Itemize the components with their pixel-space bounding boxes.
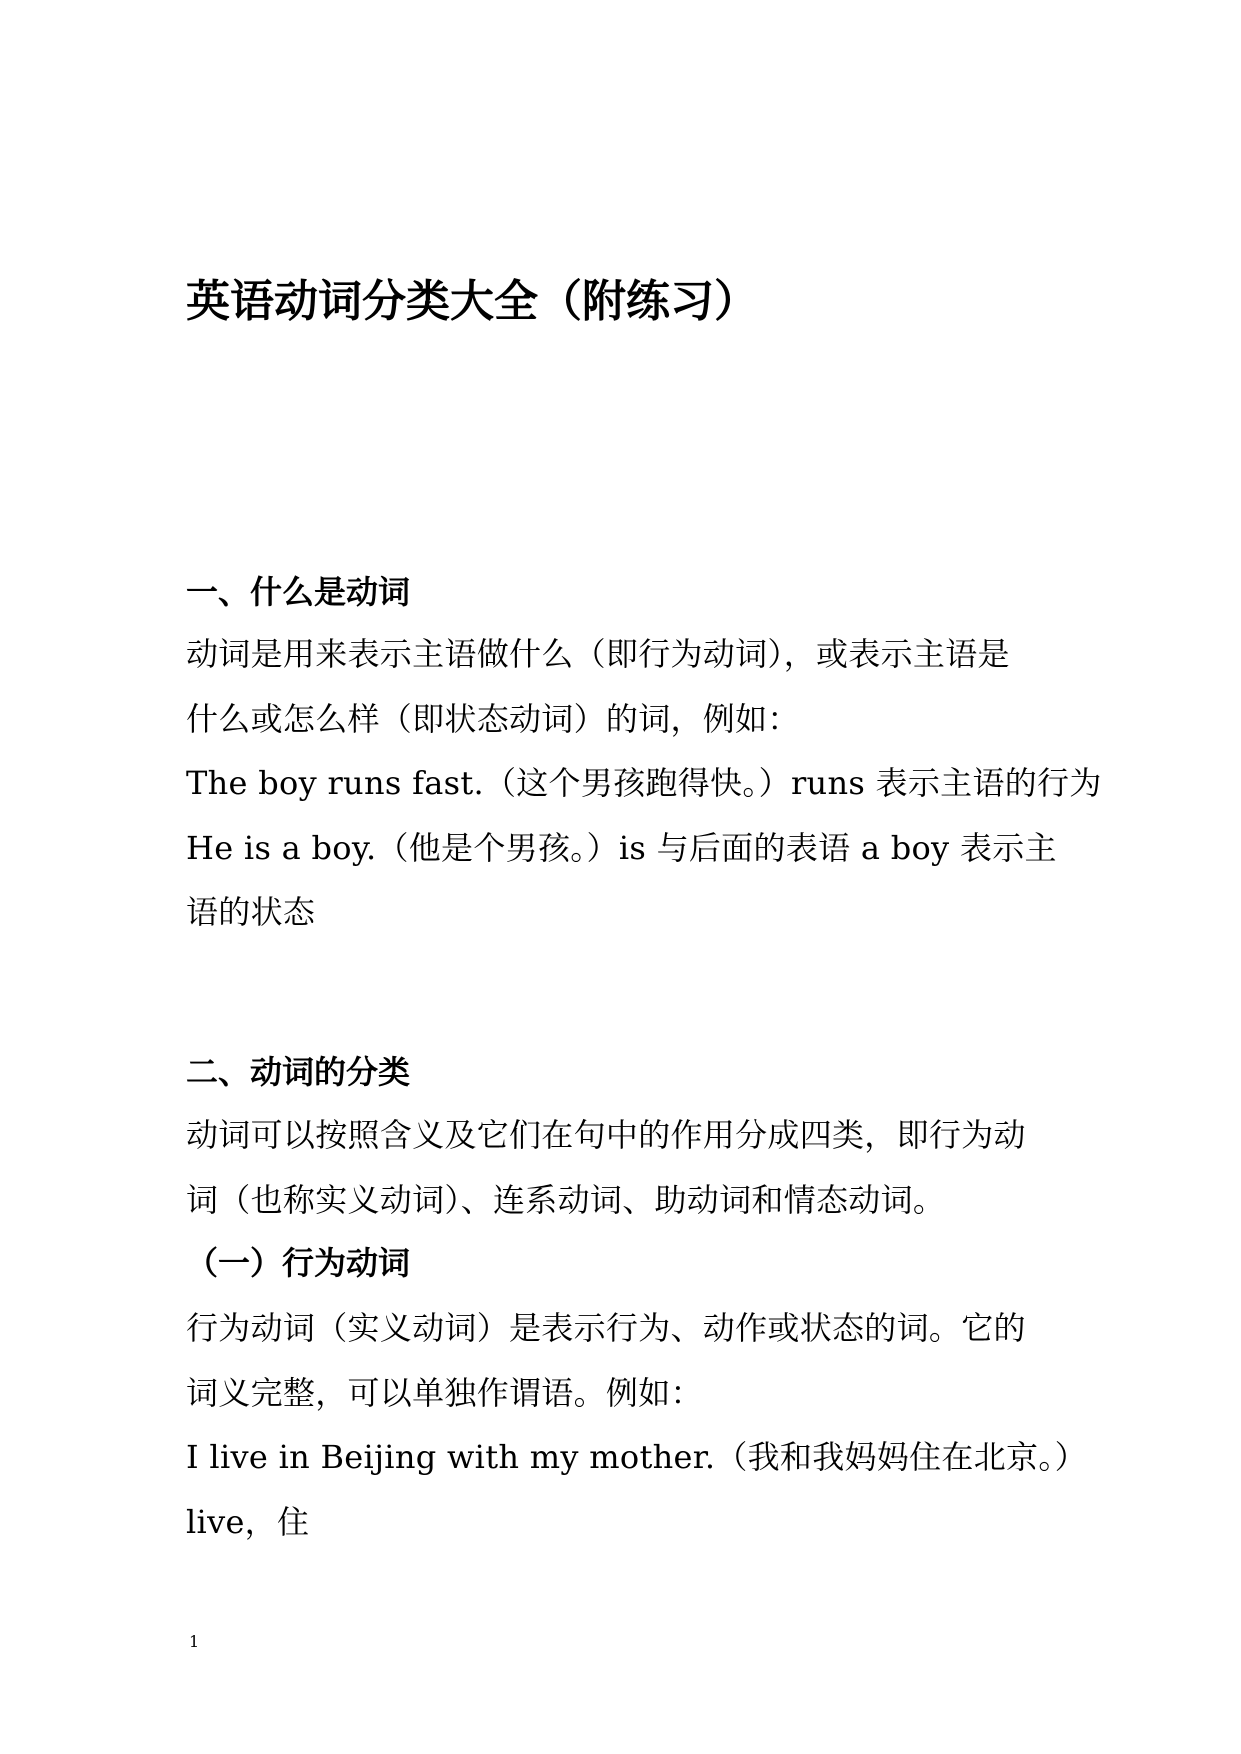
subsection-1-line-1: 行为动词（实义动词）是表示行为、动作或状态的词。它的 xyxy=(186,1309,1026,1347)
section-1-line-4: He is a boy.（他是个男孩。）is 与后面的表语 a boy 表示主 xyxy=(186,828,1057,867)
page-number: 1 xyxy=(189,1632,200,1651)
section-1-line-5: 语的状态 xyxy=(186,893,316,931)
subsection-1-line-2: 词义完整，可以单独作谓语。例如： xyxy=(186,1373,703,1412)
document-title: 英语动词分类大全（附练习） xyxy=(186,276,758,327)
section-2-intro-line-2: 词（也称实义动词）、连系动词、助动词和情态动词。 xyxy=(186,1180,946,1219)
section-1-heading: 一、什么是动词 xyxy=(186,573,411,611)
section-1-line-2: 什么或怎么样（即状态动词）的词，例如： xyxy=(186,699,800,738)
section-2-heading: 二、动词的分类 xyxy=(186,1053,411,1091)
section-1-line-3: The boy runs fast.（这个男孩跑得快。）runs 表示主语的行为 xyxy=(186,764,1102,802)
section-2-intro xyxy=(186,1103,1056,1232)
subsection-1-heading: （一）行为动词 xyxy=(186,1244,411,1282)
subsection-1-line-4: live，住 xyxy=(186,1502,310,1541)
section-1-line-1: 动词是用来表示主语做什么（即行为动词），或表示主语是 xyxy=(186,635,1010,673)
subsection-1-line-3: I live in Beijing with my mother.（我和我妈妈住在北京。） xyxy=(186,1438,1087,1476)
section-1-body xyxy=(186,622,1102,945)
section-2-intro-line-1: 动词可以按照含义及它们在句中的作用分成四类，即行为动 xyxy=(186,1116,1026,1154)
subsection-1-body xyxy=(186,1296,1087,1554)
